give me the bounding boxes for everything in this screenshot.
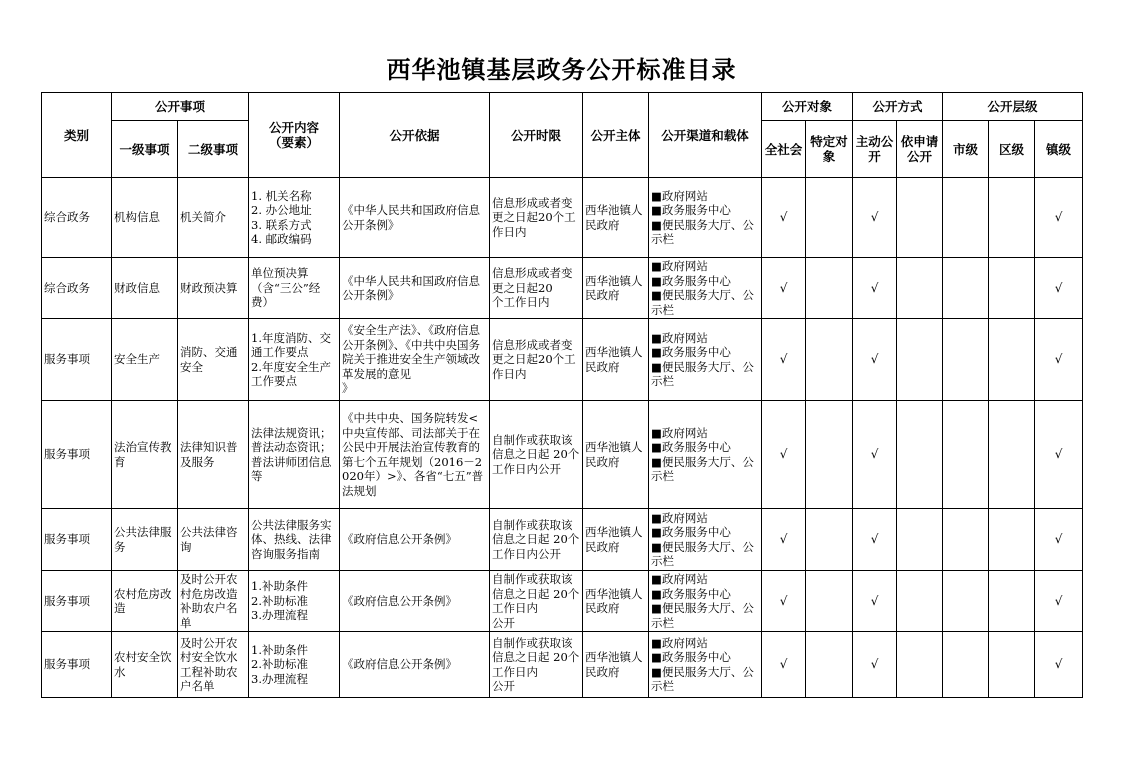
page-title: 西华池镇基层政务公开标准目录 xyxy=(386,55,737,84)
cell-subject: 西华池镇人民政府 xyxy=(583,258,649,319)
cell-level2: 公共法律咨询 xyxy=(178,509,249,571)
cell-target-all: √ xyxy=(762,509,806,571)
cell-method-request xyxy=(897,258,943,319)
header-level2: 二级事项 xyxy=(178,121,249,178)
cell-level-district xyxy=(989,178,1035,258)
cell-method-active: √ xyxy=(853,258,897,319)
cell-target-all: √ xyxy=(762,632,806,698)
cell-channel-line: ■便民服务大厅、公示栏 xyxy=(651,359,754,388)
cell-content-line: 法律法规资讯；普法动态资讯；普法讲师团信息等 xyxy=(251,425,332,483)
cell-level-city xyxy=(943,632,989,698)
cell-level-town: √ xyxy=(1035,178,1083,258)
cell-content xyxy=(249,401,340,509)
cell-level1: 机构信息 xyxy=(112,178,178,258)
cell-basis: 《中华人民共和国政府信息公开条例》 xyxy=(340,178,490,258)
cell-level1: 公共法律服务 xyxy=(112,509,178,571)
cell-method-request xyxy=(897,571,943,632)
cell-channel xyxy=(649,509,762,571)
cell-deadline: 信息形成或者变更之日起20 个工作日内 xyxy=(490,258,583,319)
cell-level-district xyxy=(989,571,1035,632)
header-level-town: 镇级 xyxy=(1035,121,1083,178)
cell-channel-line: ■便民服务大厅、公示栏 xyxy=(651,454,754,483)
cell-content xyxy=(249,509,340,571)
cell-level-city xyxy=(943,509,989,571)
cell-level2: 及时公开农村危房改造补助农户名单 xyxy=(178,571,249,632)
cell-level-city xyxy=(943,401,989,509)
cell-level1: 法治宣传教育 xyxy=(112,401,178,509)
header-content: 公开内容 （要素） xyxy=(249,93,340,178)
header-target-all: 全社会 xyxy=(762,121,806,178)
cell-method-active: √ xyxy=(853,401,897,509)
cell-subject: 西华池镇人民政府 xyxy=(583,509,649,571)
cell-level-town: √ xyxy=(1035,401,1083,509)
cell-target-specific xyxy=(806,571,853,632)
cell-method-active: √ xyxy=(853,571,897,632)
cell-level-city xyxy=(943,319,989,401)
cell-target-specific xyxy=(806,509,853,571)
cell-category: 服务事项 xyxy=(42,632,112,698)
cell-content-line: 2.补助标准 xyxy=(251,593,308,608)
cell-basis: 《政府信息公开条例》 xyxy=(340,509,490,571)
cell-level-town: √ xyxy=(1035,509,1083,571)
cell-deadline: 信息形成或者变更之日起20个工作日内 xyxy=(490,178,583,258)
header-basis: 公开依据 xyxy=(340,93,490,178)
cell-content-line: 3. 联系方式 xyxy=(251,217,312,232)
cell-content-line: 2.补助标准 xyxy=(251,657,308,672)
cell-level1: 财政信息 xyxy=(112,258,178,319)
cell-target-all: √ xyxy=(762,319,806,401)
cell-channel xyxy=(649,258,762,319)
cell-level2: 财政预决算 xyxy=(178,258,249,319)
header-method-request: 依申请公开 xyxy=(897,121,943,178)
cell-level2: 法律知识普及服务 xyxy=(178,401,249,509)
cell-channel-line: ■政务服务中心 xyxy=(651,203,731,217)
cell-content xyxy=(249,178,340,258)
cell-content-line: 1.年度消防、交通工作要点 xyxy=(251,330,331,359)
cell-level1: 安全生产 xyxy=(112,319,178,401)
cell-level-town: √ xyxy=(1035,571,1083,632)
cell-target-specific xyxy=(806,178,853,258)
cell-level-city xyxy=(943,571,989,632)
cell-target-specific xyxy=(806,319,853,401)
cell-level2: 机关简介 xyxy=(178,178,249,258)
cell-content-line: 3.办理流程 xyxy=(251,671,308,686)
header-level1: 一级事项 xyxy=(112,121,178,178)
cell-level-town: √ xyxy=(1035,258,1083,319)
header-level-city: 市级 xyxy=(943,121,989,178)
cell-channel-line: ■便民服务大厅、公示栏 xyxy=(651,601,754,630)
table-row xyxy=(42,571,1083,632)
cell-level-district xyxy=(989,319,1035,401)
cell-subject: 西华池镇人民政府 xyxy=(583,319,649,401)
cell-content-line: 2. 办公地址 xyxy=(251,203,312,217)
cell-channel-line: ■政府网站 xyxy=(651,572,708,586)
cell-channel-line: ■政府网站 xyxy=(651,188,708,203)
cell-method-request xyxy=(897,509,943,571)
table-row xyxy=(42,632,1083,698)
cell-level-city xyxy=(943,258,989,319)
cell-channel-line: ■政务服务中心 xyxy=(651,525,731,539)
cell-category: 服务事项 xyxy=(42,401,112,509)
cell-deadline: 自制作或获取该信息之日起 20个工作日内 公开 xyxy=(490,632,583,698)
cell-subject: 西华池镇人民政府 xyxy=(583,571,649,632)
cell-category: 服务事项 xyxy=(42,571,112,632)
cell-channel xyxy=(649,319,762,401)
header-channel: 公开渠道和载体 xyxy=(649,93,762,178)
cell-method-active: √ xyxy=(853,319,897,401)
cell-content xyxy=(249,258,340,319)
cell-method-active: √ xyxy=(853,509,897,571)
cell-channel-line: ■政府网站 xyxy=(651,425,708,440)
cell-channel-line: ■政务服务中心 xyxy=(651,440,731,454)
cell-channel-line: ■政府网站 xyxy=(651,259,708,273)
cell-channel-line: ■政府网站 xyxy=(651,510,708,525)
cell-channel xyxy=(649,178,762,258)
cell-content-line: 2.年度安全生产工作要点 xyxy=(251,359,331,388)
cell-target-all: √ xyxy=(762,571,806,632)
cell-level-district xyxy=(989,632,1035,698)
cell-level-town: √ xyxy=(1035,632,1083,698)
cell-category: 综合政务 xyxy=(42,178,112,258)
cell-content-line: 单位预决算（含“三公”经费） xyxy=(251,266,321,310)
header-category: 类别 xyxy=(42,93,112,178)
cell-category: 综合政务 xyxy=(42,258,112,319)
cell-channel-line: ■政务服务中心 xyxy=(651,650,731,664)
cell-level-district xyxy=(989,258,1035,319)
cell-category: 服务事项 xyxy=(42,319,112,401)
cell-basis: 《政府信息公开条例》 xyxy=(340,632,490,698)
cell-basis: 《安全生产法》、《政府信息公开条例》、《中共中央国务院关于推进安全生产领域改革发展的意见 》 xyxy=(340,319,490,401)
cell-content-line: 公共法律服务实体、热线、法律咨询服务指南 xyxy=(251,517,332,561)
table-row xyxy=(42,509,1083,571)
cell-basis: 《中华人民共和国政府信息公开条例》 xyxy=(340,258,490,319)
cell-channel-line: ■便民服务大厅、公示栏 xyxy=(651,539,754,568)
cell-level-district xyxy=(989,401,1035,509)
cell-content-line: 1.补助条件 xyxy=(251,579,308,594)
cell-channel-line: ■便民服务大厅、公示栏 xyxy=(651,288,754,317)
cell-target-specific xyxy=(806,258,853,319)
cell-channel-line: ■政务服务中心 xyxy=(651,345,731,359)
cell-subject: 西华池镇人民政府 xyxy=(583,632,649,698)
cell-deadline: 信息形成或者变更之日起20个工作日内 xyxy=(490,319,583,401)
header-deadline: 公开时限 xyxy=(490,93,583,178)
cell-content xyxy=(249,571,340,632)
cell-level2: 及时公开农村安全饮水工程补助农户名单 xyxy=(178,632,249,698)
cell-content xyxy=(249,319,340,401)
cell-content-line: 3.办理流程 xyxy=(251,608,308,623)
cell-method-request xyxy=(897,178,943,258)
cell-deadline: 自制作或获取该信息之日起 20个工作日内公开 xyxy=(490,401,583,509)
cell-content xyxy=(249,632,340,698)
header-level-district: 区级 xyxy=(989,121,1035,178)
cell-target-all: √ xyxy=(762,258,806,319)
cell-method-active: √ xyxy=(853,632,897,698)
cell-level1: 农村危房改造 xyxy=(112,571,178,632)
cell-subject: 西华池镇人民政府 xyxy=(583,178,649,258)
header-subject: 公开主体 xyxy=(583,93,649,178)
header-method-group: 公开方式 xyxy=(853,93,943,121)
cell-method-request xyxy=(897,632,943,698)
header-method-active: 主动公开 xyxy=(853,121,897,178)
cell-target-all: √ xyxy=(762,178,806,258)
table-row xyxy=(42,258,1083,319)
cell-channel-line: ■便民服务大厅、公示栏 xyxy=(651,664,754,693)
cell-deadline: 自制作或获取该信息之日起 20个工作日内 公开 xyxy=(490,571,583,632)
cell-target-specific xyxy=(806,401,853,509)
cell-deadline: 自制作或获取该信息之日起 20个工作日内公开 xyxy=(490,509,583,571)
cell-level2: 消防、交通安全 xyxy=(178,319,249,401)
cell-channel xyxy=(649,401,762,509)
cell-level-city xyxy=(943,178,989,258)
header-level-group: 公开层级 xyxy=(943,93,1083,121)
table-row xyxy=(42,319,1083,401)
disclosure-catalog-table xyxy=(41,92,1083,698)
cell-target-specific xyxy=(806,632,853,698)
cell-method-active: √ xyxy=(853,178,897,258)
cell-subject: 西华池镇人民政府 xyxy=(583,401,649,509)
cell-content-line: 4. 邮政编码 xyxy=(251,232,312,246)
cell-channel xyxy=(649,571,762,632)
cell-category: 服务事项 xyxy=(42,509,112,571)
cell-channel-line: ■政务服务中心 xyxy=(651,273,731,288)
header-target-specific: 特定对象 xyxy=(806,121,853,178)
cell-channel-line: ■政务服务中心 xyxy=(651,586,731,601)
table-row xyxy=(42,178,1083,258)
cell-channel-line: ■便民服务大厅、公示栏 xyxy=(651,217,754,246)
cell-channel xyxy=(649,632,762,698)
cell-level-district xyxy=(989,509,1035,571)
cell-content-line: 1.补助条件 xyxy=(251,642,308,657)
cell-level-town: √ xyxy=(1035,319,1083,401)
cell-channel-line: ■政府网站 xyxy=(651,330,708,345)
header-target-group: 公开对象 xyxy=(762,93,853,121)
table-row xyxy=(42,401,1083,509)
cell-basis: 《中共中央、国务院转发<中央宣传部、司法部关于在公民中开展法治宣传教育的第七个五年规划（2016－2020年）>》、各省“七五”普法规划 xyxy=(340,401,490,509)
cell-method-request xyxy=(897,319,943,401)
cell-channel-line: ■政府网站 xyxy=(651,635,708,650)
header-items-group: 公开事项 xyxy=(112,93,249,121)
cell-method-request xyxy=(897,401,943,509)
cell-level1: 农村安全饮水 xyxy=(112,632,178,698)
cell-content-line: 1. 机关名称 xyxy=(251,188,312,203)
cell-target-all: √ xyxy=(762,401,806,509)
cell-basis: 《政府信息公开条例》 xyxy=(340,571,490,632)
